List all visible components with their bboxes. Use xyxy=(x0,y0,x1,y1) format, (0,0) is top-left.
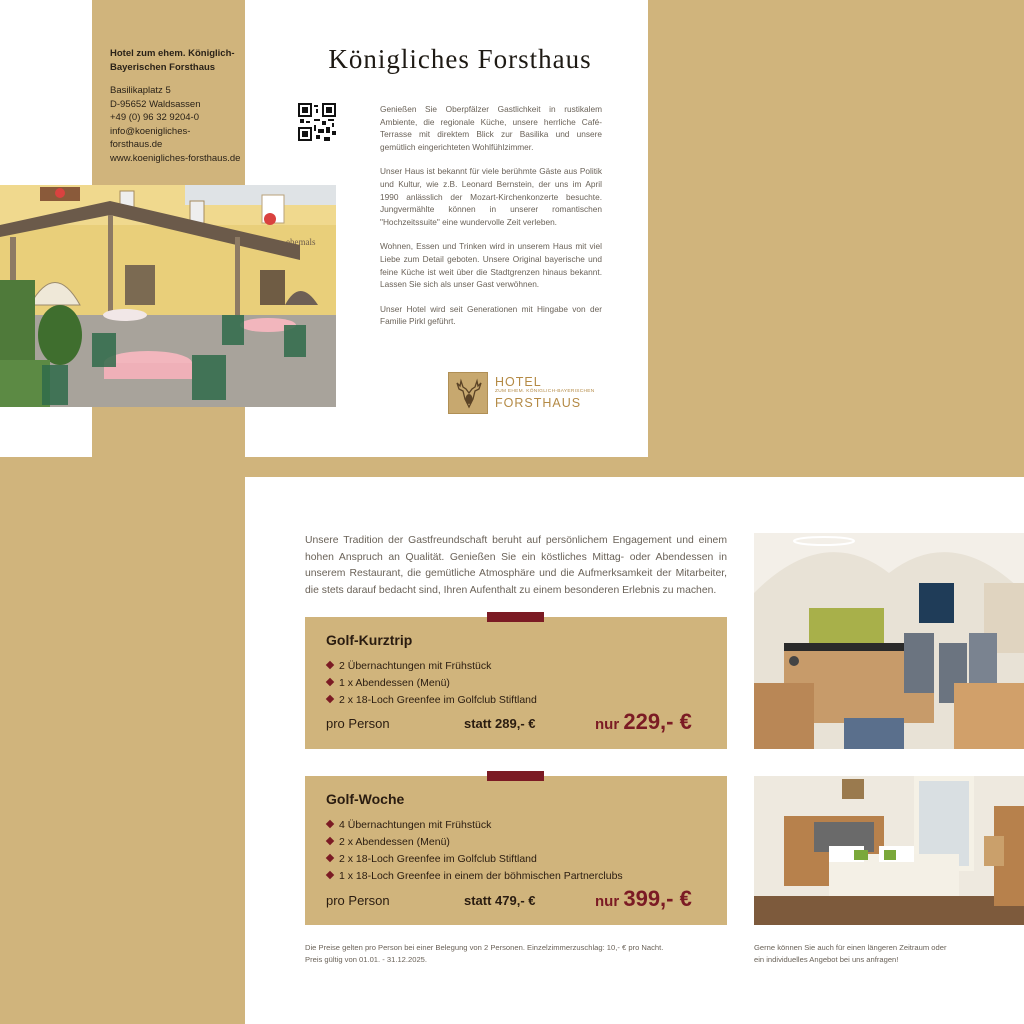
offer-tab-marker xyxy=(487,771,544,781)
hotel-name-line1: Hotel zum ehem. Königlich- xyxy=(110,48,235,59)
offer-title: Golf-Woche xyxy=(326,791,405,807)
intro-paragraph: Genießen Sie Oberpfälzer Gastlichkeit in rustikalem Ambiente, die regionale Küche, unsere herrliche Café-Terrasse mit direktem Blick zur Basilika und unsere gemütlich eingerichteten Wohlfühlzimmer. xyxy=(380,104,602,152)
diamond-bullet-icon xyxy=(326,871,334,879)
list-item: 4 Übernachtungen mit Frühstück xyxy=(327,817,623,834)
gold-band xyxy=(0,457,648,477)
street: Basilikaplatz 5 xyxy=(110,85,171,96)
offer-title: Golf-Kurztrip xyxy=(326,632,413,648)
terrace-photo xyxy=(0,185,336,407)
per-person-label: pro Person xyxy=(326,716,390,731)
intro-paragraph: Unser Haus ist bekannt für viele berühmte Gäste aus Politik und Kultur, wie z.B. Leonard Bernstein, der uns im April 1990 anlässlich der Mozart-Kirchenkonzerte besuchte. Jungvermählte können in unserer romantischen "Hochzeitssuite" eine wundervolle Zeit verleben. xyxy=(380,166,602,227)
list-item: 1 x 18-Loch Greenfee in einem der böhmischen Partnerclubs xyxy=(327,868,623,885)
intro-paragraph: Wohnen, Essen und Trinken wird in unserem Haus mit viel Liebe zum Detail geboten. Unsere Original bayerische und feine Küche ist weit über die Stadtgrenzen hinaus bekannt. Lassen Sie sich als unser Gast verwöhnen. xyxy=(380,241,602,290)
diamond-bullet-icon xyxy=(326,678,334,686)
hotel-room-photo xyxy=(754,776,1024,925)
old-price: statt 289,- € xyxy=(464,716,536,731)
diamond-bullet-icon xyxy=(326,820,334,828)
hotel-logo xyxy=(448,372,608,414)
per-person-label: pro Person xyxy=(326,893,390,908)
terrace-sign: ehemals xyxy=(286,237,316,247)
tradition-text: Unsere Tradition der Gastfreundschaft beruht auf persönlichem Engagement und einem hohen Anspruch an Qualität. Genießen Sie ein köstliches Mittag- oder Abendessen in unserem Restaurant, die gemütliche Atmosphäre und die Aufmerksamkeit der Mitarbeiter, die stets darauf bedacht sind, Ihren Aufenthalt zu einem besonderen Erlebnis zu machen. xyxy=(305,535,727,596)
logo-word-forsthaus: FORSTHAUS xyxy=(495,396,582,410)
restaurant-photo xyxy=(754,533,1024,749)
list-item: 1 x Abendessen (Menü) xyxy=(327,675,537,692)
page-title: Königliches Forsthaus xyxy=(328,44,592,74)
new-price: nur 399,- € xyxy=(595,886,692,911)
stag-icon xyxy=(448,372,488,414)
qr-code-icon[interactable] xyxy=(298,103,336,141)
phone: +49 (0) 96 32 9204-0 xyxy=(110,112,199,123)
offer-card-golf-kurztrip xyxy=(305,617,727,749)
hotel-name-line2: Bayerischen Forsthaus xyxy=(110,61,216,73)
logo-subtitle: ZUM EHEM. KÖNIGLICH-BAYERISCHEN xyxy=(495,389,595,394)
offer-tab-marker xyxy=(487,612,544,622)
diamond-bullet-icon xyxy=(326,661,334,669)
intro-text xyxy=(380,103,602,340)
email-link[interactable]: info@koenigliches-forsthaus.de xyxy=(110,125,191,150)
diamond-bullet-icon xyxy=(326,854,334,862)
offer-item-list xyxy=(327,817,623,885)
list-item: 2 Übernachtungen mit Frühstück xyxy=(327,658,537,675)
gold-panel-right xyxy=(648,0,1024,477)
logo-word-hotel: HOTEL xyxy=(495,375,542,389)
website-link[interactable]: www.koenigliches-forsthaus.de xyxy=(110,152,241,164)
price-footnote: Die Preise gelten pro Person bei einer Belegung von 2 Personen. Einzelzimmerzuschlag: 10,- € pro Nacht. Preis gültig von 01.01. - 31.12.2025. xyxy=(305,943,664,964)
list-item: 2 x 18-Loch Greenfee im Golfclub Stiftland xyxy=(327,851,623,868)
list-item: 2 x 18-Loch Greenfee im Golfclub Stiftland xyxy=(327,692,537,709)
request-note: Gerne können Sie auch für einen längeren Zeitraum oder ein individuelles Angebot bei uns anfragen! xyxy=(754,943,947,964)
offer-card-golf-woche xyxy=(305,776,727,925)
list-item: 2 x Abendessen (Menü) xyxy=(327,834,623,851)
diamond-bullet-icon xyxy=(326,695,334,703)
offer-item-list xyxy=(327,658,537,709)
gold-panel-left xyxy=(0,477,245,1024)
intro-paragraph: Unser Hotel wird seit Generationen mit Hingabe von der Familie Pirkl geführt. xyxy=(380,303,602,327)
address-block xyxy=(110,47,242,165)
diamond-bullet-icon xyxy=(326,837,334,845)
city: D-95652 Waldsassen xyxy=(110,98,201,110)
old-price: statt 479,- € xyxy=(464,893,536,908)
new-price: nur 229,- € xyxy=(595,709,692,734)
